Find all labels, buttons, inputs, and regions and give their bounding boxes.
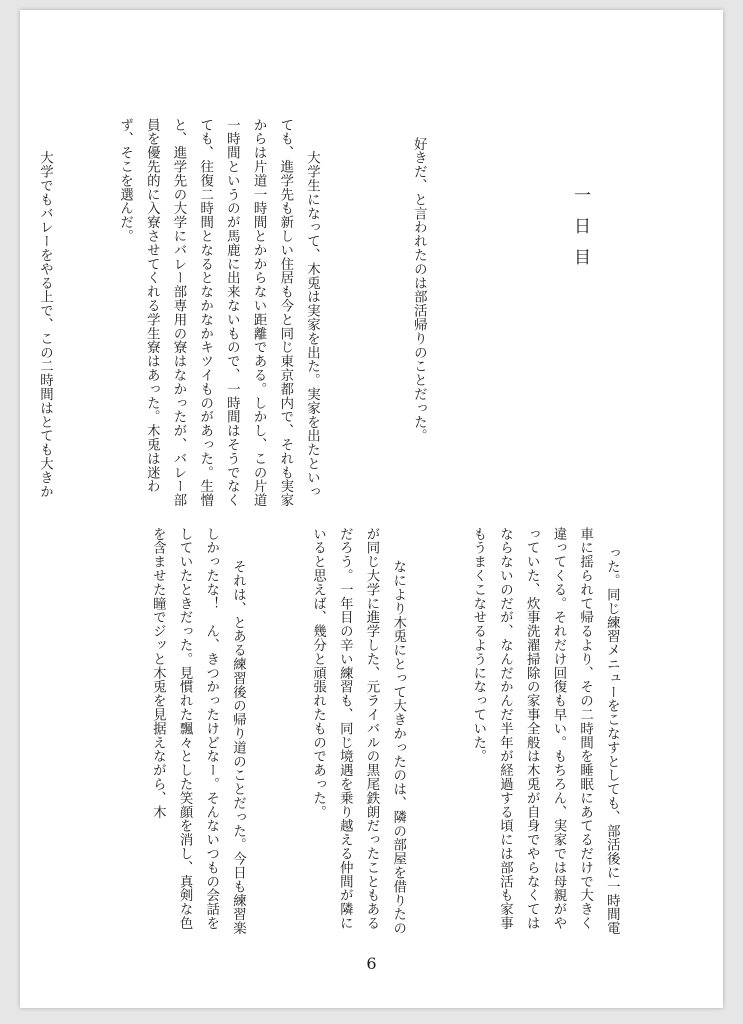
paragraph-3: なにより木兎にとって大きかったのは、隣の部屋を借りたのが同じ大学に進学した、元ライバルの黒尾鉄朗だったこともあるだろう。一年目の辛い練習も、同じ境遇を乗り越える仲間が隣にいると思えば、幾分と頑張れたものであった。 <box>310 527 406 936</box>
page-number: 6 <box>366 954 377 973</box>
lead-sentence: 好きだ、と言われたのは部活帰りのことだった。 <box>411 137 427 443</box>
chapter-title: 一日目 <box>570 186 590 279</box>
paragraph-2: 大学でもバレーをやる上で、この二時間はとても大きか <box>37 137 53 499</box>
upper-text-block <box>37 118 458 510</box>
paragraph-4: それは、とある練習後の帰り道のことだった。今日も練習楽しかったな！ ん、きつかったけどなー。そんないつもの会話をしていたときだった。見慣れた飄々とした笑顔を消し、真剣な色を含ませた瞳でジッと木兎を見据えながら、木 <box>150 527 246 936</box>
book-page <box>20 10 723 1008</box>
lower-text-block <box>118 527 651 939</box>
paragraph-1: 大学生になって、木兎は実家を出た。実家を出たといっても、進学先も新しい住居も今と同じ東京都内で、それも実家からは片道一時間とかからない距離である。しかし、この片道一時間というのが馬鹿に出来ないもので、一時間はそうでなくても、往復二時間となるとなかなかキツイものがあった。生憎と、進学先の大学にバレー部専用の寮はなかったが、バレー部員を優先的に入寮させてくれる学生寮はあった。木兎は迷わず、そこを選んだ。 <box>117 118 320 508</box>
paragraph-2-continued: った。同じ練習メニューをこなすとしても、部活後に一時間電車に揺られて帰るより、その二時間を睡眠にあてるだけで大きく違ってくる。それだけ回復も早い。もちろん、実家では母親がやっていた、炊事洗濯掃除の家事全般は木兎が自身でやらなくてはならないのだが、なんだかんだ半年が経過する頃には部活も家事もうまくこなせるようになっていた。 <box>470 527 620 936</box>
